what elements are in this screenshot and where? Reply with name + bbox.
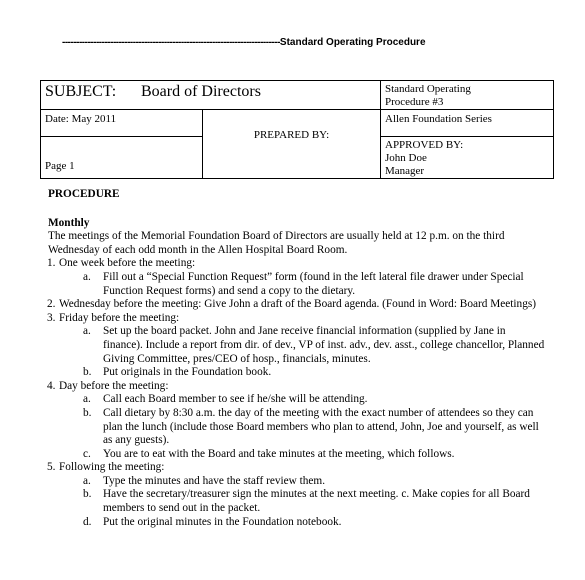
step-number: 3.	[47, 311, 56, 324]
date-text: Date: May 2011	[45, 113, 117, 125]
step-text: Following the meeting:	[59, 461, 165, 474]
page-cell	[41, 137, 203, 179]
sub-step-item	[71, 407, 548, 448]
sop-line-1: Standard Operating	[385, 83, 471, 95]
step-number: 5.	[47, 461, 56, 474]
sub-step-text: Have the secretary/treasurer sign the minutes at the next meeting. c. Make copies for all Board members to send out in the packet.	[103, 488, 530, 515]
sub-step-item	[71, 271, 548, 298]
approver-title: Manager	[385, 165, 425, 177]
sub-step-letter: a.	[83, 270, 91, 283]
monthly-heading: Monthly	[48, 216, 90, 229]
header-dashes: -----------------------------------------------------------------------------	[62, 37, 280, 48]
step-text: Wednesday before the meeting: Give John a draft of the Board agenda. (Found in Word: Board Meetings)	[59, 298, 537, 311]
sub-step-letter: b.	[83, 406, 92, 419]
sub-step-item	[71, 393, 548, 407]
approved-by-cell	[381, 137, 554, 179]
sub-step-text: Call dietary by 8:30 a.m. the day of the meeting with the exact number of attendees so they can plan the lunch (include those Board members who plan to attend, John, Joe and yourself, as well as any guests).	[103, 406, 539, 447]
sub-step-item	[71, 516, 548, 530]
sub-step-item	[71, 488, 548, 515]
sub-step-letter: b.	[83, 488, 92, 501]
prepared-by-cell	[203, 110, 381, 179]
step-item	[38, 298, 548, 312]
page-number: Page 1	[45, 160, 75, 172]
info-table	[40, 80, 554, 179]
document-header	[62, 37, 482, 48]
sub-step-text: You are to eat with the Board and take minutes at the meeting, which follows.	[103, 447, 455, 460]
sub-step-letter: c.	[83, 447, 91, 460]
date-cell	[41, 110, 203, 137]
step-item	[38, 312, 548, 380]
header-title: Standard Operating Procedure	[279, 37, 426, 48]
sub-step-list	[59, 475, 548, 529]
series-cell	[381, 110, 554, 137]
sop-line-2: Procedure #3	[385, 96, 444, 108]
step-number: 4.	[47, 379, 56, 392]
step-text: One week before the meeting:	[59, 257, 196, 270]
sub-step-letter: a.	[83, 474, 91, 487]
sub-step-item	[71, 325, 548, 366]
procedure-body	[48, 188, 548, 529]
step-number: 1.	[47, 257, 56, 270]
series-text: Allen Foundation Series	[385, 113, 492, 125]
sub-step-letter: a.	[83, 325, 91, 338]
step-item	[38, 380, 548, 462]
sub-step-text: Put originals in the Foundation book.	[103, 366, 272, 379]
sub-step-text: Fill out a “Special Function Request” form (found in the left lateral file drawer under Special Function Request forms) and send a copy to the dietary.	[103, 270, 524, 297]
steps-list	[48, 257, 548, 529]
sub-step-list	[59, 271, 548, 298]
sub-step-text: Type the minutes and have the staff review them.	[103, 474, 326, 487]
approver-name: John Doe	[385, 152, 427, 164]
sub-step-list	[59, 393, 548, 461]
sub-step-letter: a.	[83, 393, 91, 406]
intro-paragraph: The meetings of the Memorial Foundation Board of Directors are usually held at 12 p.m. on the third Wednesday of each odd month in the Allen Hospital Board Room.	[48, 230, 505, 256]
step-item	[38, 257, 548, 298]
sub-step-item	[71, 475, 548, 489]
subject-value: Board of Directors	[141, 83, 261, 100]
step-item	[38, 461, 548, 529]
sub-step-letter: d.	[83, 515, 92, 528]
step-text: Friday before the meeting:	[59, 311, 180, 324]
sub-step-text: Set up the board packet. John and Jane receive financial information (supplied by Jane in finance). Include a report from dir. of dev., VP of inst. adv., dev. asst., college chancellor, Planned Giving Committee, pres/CEO of hosp., financials, minutes.	[103, 325, 545, 365]
subject-label: SUBJECT:	[45, 83, 117, 100]
subject-cell	[41, 81, 381, 110]
step-text: Day before the meeting:	[59, 379, 169, 392]
sub-step-item	[71, 448, 548, 462]
prepared-by-label: PREPARED BY:	[253, 129, 330, 141]
approved-by-label: APPROVED BY:	[385, 139, 464, 151]
procedure-heading: PROCEDURE	[48, 188, 120, 200]
sub-step-text: Put the original minutes in the Foundation notebook.	[103, 515, 342, 528]
sop-cell	[381, 81, 554, 110]
sub-step-text: Call each Board member to see if he/she will be attending.	[103, 393, 368, 406]
sub-step-item	[71, 366, 548, 380]
sub-step-letter: b.	[83, 366, 92, 379]
sub-step-list	[59, 325, 548, 379]
step-number: 2.	[47, 298, 56, 311]
